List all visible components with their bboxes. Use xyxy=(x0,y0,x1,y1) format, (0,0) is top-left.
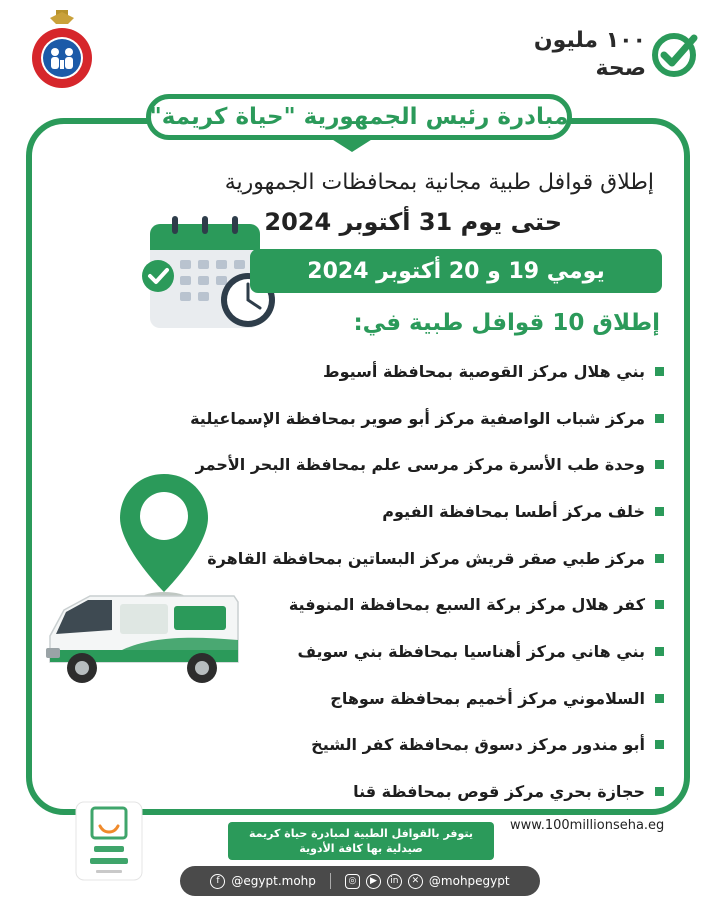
location-text: مركز طبي صقر قريش مركز البساتين بمحافظة القاهرة xyxy=(207,548,645,568)
bullet-square-icon xyxy=(655,647,664,656)
location-text: أبو مندور مركز دسوق بمحافظة كفر الشيخ xyxy=(311,735,645,755)
locations-list xyxy=(190,348,664,815)
bullet-square-icon xyxy=(655,787,664,796)
location-text: مركز شباب الواصفية مركز أبو صوير بمحافظة الإسماعيلية xyxy=(190,408,645,428)
list-item xyxy=(194,628,664,675)
notice-line-2: صيدلية بها كافة الأدوية xyxy=(299,842,423,855)
x-icon[interactable]: ✕ xyxy=(408,874,423,889)
social-divider xyxy=(330,873,331,889)
location-text: بني هاني مركز أهناسيا بمحافظة بني سويف xyxy=(297,641,645,661)
linkedin-icon[interactable]: in xyxy=(387,874,402,889)
initiative-banner-text: مبادرة رئيس الجمهورية "حياة كريمة" xyxy=(149,104,569,130)
list-item xyxy=(194,581,664,628)
bullet-square-icon xyxy=(655,414,664,423)
instagram-icon[interactable]: ◎ xyxy=(345,874,360,889)
headline-line-1: إطلاق قوافل طبية مجانية بمحافظات الجمهورية xyxy=(224,170,654,195)
headline-line-2: حتى يوم 31 أكتوبر 2024 xyxy=(264,208,562,236)
facebook-handle[interactable]: @egypt.mohp xyxy=(231,874,316,888)
initiative-banner xyxy=(146,94,572,140)
caravans-subheading: إطلاق 10 قوافل طبية في: xyxy=(353,310,660,336)
hayah-karima-logo xyxy=(74,800,144,882)
medical-van-icon xyxy=(42,578,242,690)
facebook-icon[interactable]: f xyxy=(210,874,225,889)
website-link[interactable]: www.100millionseha.eg xyxy=(510,818,665,833)
bullet-square-icon xyxy=(655,554,664,563)
social-bar xyxy=(180,866,540,896)
list-item xyxy=(194,675,664,722)
bullet-square-icon xyxy=(655,740,664,749)
list-item xyxy=(194,535,664,582)
pharmacy-notice xyxy=(228,822,494,860)
banner-notch xyxy=(330,138,374,152)
bullet-square-icon xyxy=(655,460,664,469)
bullet-square-icon xyxy=(655,507,664,516)
list-item xyxy=(194,488,664,535)
list-item xyxy=(194,348,664,395)
list-item xyxy=(194,768,664,815)
social-handle[interactable]: @mohpegypt xyxy=(428,874,510,888)
location-text: بني هلال مركز القوصية بمحافظة أسيوط xyxy=(323,361,645,381)
location-text: خلف مركز أطسا بمحافظة الفيوم xyxy=(382,501,645,521)
bullet-square-icon xyxy=(655,694,664,703)
list-item xyxy=(190,395,664,442)
location-text: وحدة طب الأسرة مركز مرسى علم بمحافظة البحر الأحمر xyxy=(195,455,645,475)
brand-line-2: صحة xyxy=(595,56,646,81)
date-pill-text: يومي 19 و 20 أكتوبر 2024 xyxy=(307,258,605,284)
ministry-of-health-logo xyxy=(22,8,102,90)
date-pill xyxy=(250,249,662,293)
location-text: كفر هلال مركز بركة السبع بمحافظة المنوفية xyxy=(288,595,645,615)
list-item xyxy=(194,441,664,488)
location-text: حجازة بحري مركز قوص بمحافظة قنا xyxy=(353,782,645,802)
youtube-icon[interactable]: ▶ xyxy=(366,874,381,889)
brand-line-1: ١٠٠ مليون xyxy=(533,28,646,53)
location-text: السلاموني مركز أخميم بمحافظة سوهاج xyxy=(330,688,645,708)
list-item xyxy=(194,722,664,769)
bullet-square-icon xyxy=(655,367,664,376)
100-million-seha-logo xyxy=(533,28,698,88)
checkmark-circle-icon xyxy=(650,30,698,80)
bullet-square-icon xyxy=(655,600,664,609)
notice-line-1: يتوفر بالقوافل الطبية لمبادرة حياة كريمة xyxy=(248,827,474,840)
